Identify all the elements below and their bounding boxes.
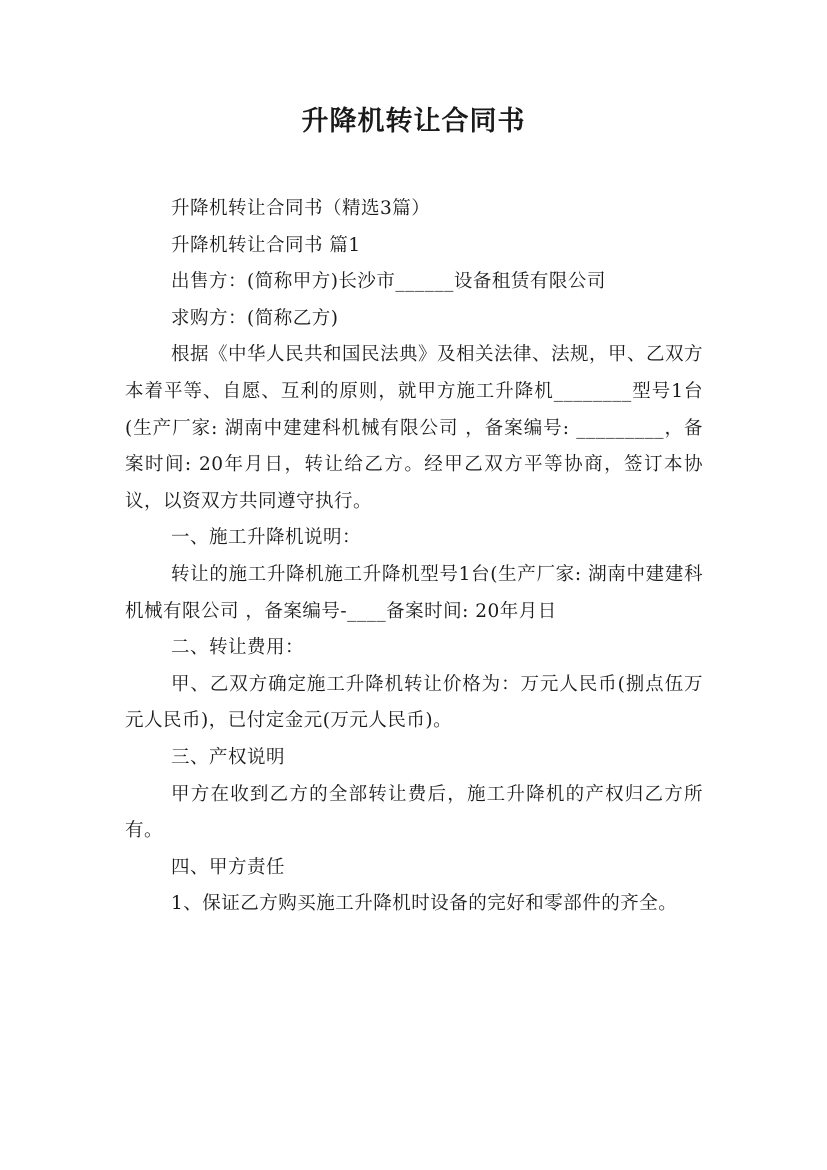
section-heading-1: 一、施工升降机说明： <box>171 527 362 549</box>
paragraph-preamble: 根据《中华人民共和国民法典》及相关法律、法规，甲、乙双方本着平等、自愿、互利的原则，就甲方施工升降机________型号1台(生产厂家: 湖南中建建科机械有限公司 ，备案编号: _________，备案时间: 20年月日，转让给乙方。经甲乙双方平等协商，签订本协议，以资双方共同遵守执行。 <box>125 344 704 512</box>
document-body <box>125 191 703 923</box>
paragraph-transfer-fee: 甲、乙双方确定施工升降机转让价格为：万元人民币(捌点伍万元人民币)，已付定金元(万元人民币)。 <box>125 673 703 732</box>
paragraph-ownership: 甲方在收到乙方的全部转让费后，施工升降机的产权归乙方所有。 <box>125 783 703 842</box>
paragraph-buyer: 求购方：(简称乙方) <box>171 307 339 329</box>
section-heading-2: 二、转让费用： <box>171 637 305 659</box>
section-heading-4: 四、甲方责任 <box>171 856 286 878</box>
paragraph-heading-selection: 升降机转让合同书（精选3篇） <box>171 198 431 219</box>
paragraph-seller-duty-1: 1、保证乙方购买施工升降机时设备的完好和零部件的齐全。 <box>171 893 678 915</box>
paragraph-chapter-1: 升降机转让合同书 篇1 <box>171 234 361 256</box>
paragraph-seller: 出售方：(简称甲方)长沙市______设备租赁有限公司 <box>171 271 606 293</box>
section-heading-3: 三、产权说明 <box>171 746 286 768</box>
document-title: 升降机转让合同书 <box>301 106 526 137</box>
paragraph-equipment-description: 转让的施工升降机施工升降机型号1台(生产厂家: 湖南中建建科机械有限公司 ，备案编号-____备案时间: 20年月日 <box>125 563 703 622</box>
